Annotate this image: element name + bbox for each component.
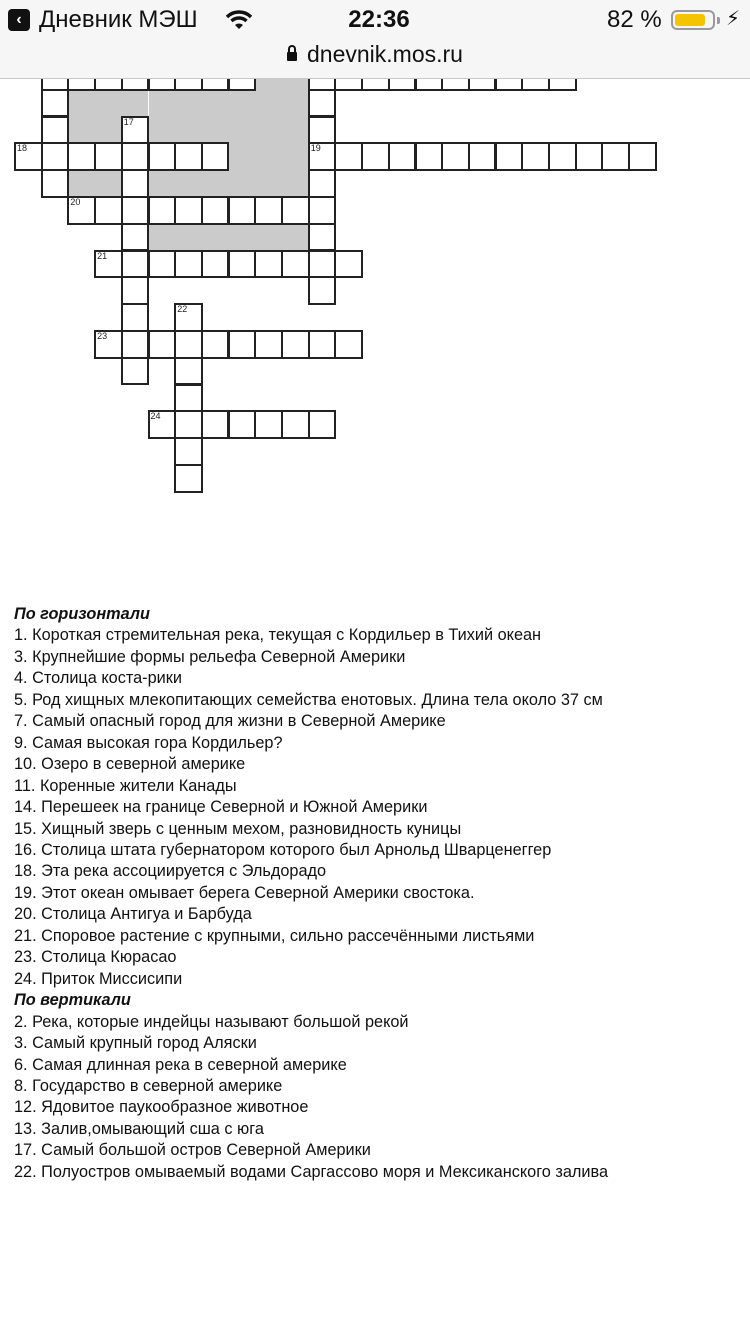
crossword-cell[interactable] xyxy=(148,142,177,171)
shaded-area xyxy=(229,224,256,251)
shaded-area xyxy=(95,90,122,117)
address-bar[interactable] xyxy=(0,41,750,68)
crossword-cell[interactable] xyxy=(41,89,70,118)
crossword-cell[interactable] xyxy=(174,196,203,225)
across-clues xyxy=(14,625,608,990)
crossword-cell[interactable] xyxy=(254,410,283,439)
crossword-cell[interactable] xyxy=(281,250,310,279)
crossword-cell[interactable] xyxy=(281,330,310,359)
shaded-area xyxy=(175,170,202,197)
shaded-area xyxy=(229,90,256,117)
shaded-area xyxy=(68,170,95,197)
clue-item: 5. Род хищных млекопитающих семейства енотовых. Длина тела около 37 см xyxy=(14,690,603,709)
shaded-area xyxy=(149,90,176,117)
clue-item: 3. Самый крупный город Аляски xyxy=(14,1034,257,1053)
crossword-cell[interactable] xyxy=(308,250,337,279)
crossword-cell[interactable] xyxy=(148,196,177,225)
crossword-cell[interactable] xyxy=(308,330,337,359)
clue-number: 23 xyxy=(97,331,108,341)
clues-list xyxy=(14,604,608,1183)
clock: 22:36 xyxy=(348,6,410,33)
crossword-cell[interactable] xyxy=(94,330,123,359)
clue-number: 21 xyxy=(97,250,108,261)
battery-tip xyxy=(717,17,720,24)
shaded-area xyxy=(149,117,176,144)
clue-item: 2. Река, которые индейцы называют большой рекой xyxy=(14,1012,409,1031)
crossword-cell[interactable] xyxy=(174,250,203,279)
crossword-cell[interactable] xyxy=(308,410,337,439)
shaded-area xyxy=(282,117,309,144)
crossword-cell[interactable] xyxy=(548,142,577,171)
shaded-area xyxy=(255,224,282,251)
battery-fill xyxy=(675,14,705,26)
clue-number: 17 xyxy=(123,116,134,127)
crossword-cell[interactable] xyxy=(281,196,310,225)
clue-number: 20 xyxy=(70,197,81,207)
clue-item: 3. Крупнейшие формы рельефа Северной Америки xyxy=(14,647,406,666)
shaded-area xyxy=(149,224,176,251)
crossword-cell[interactable] xyxy=(254,330,283,359)
crossword-cell[interactable] xyxy=(121,223,150,252)
url-text: dnevnik.mos.ru xyxy=(307,41,463,67)
crossword-cell[interactable] xyxy=(174,437,203,466)
clue-item: 21. Споровое растение с крупными, сильно рассечёнными листьями xyxy=(14,926,535,945)
shaded-area xyxy=(202,90,229,117)
crossword-cell[interactable] xyxy=(441,142,470,171)
clue-number: 22 xyxy=(177,304,188,315)
clue-item: 22. Полуостров омываемый водами Саргассово моря и Мексиканского залива xyxy=(14,1162,608,1181)
shaded-area xyxy=(229,117,256,144)
crossword-cell[interactable] xyxy=(388,142,417,171)
crossword-cell[interactable] xyxy=(308,223,337,252)
lock-icon xyxy=(287,52,297,61)
crossword-cell[interactable] xyxy=(41,169,70,198)
clue-item: 4. Столица коста-рики xyxy=(14,669,182,688)
shaded-area xyxy=(255,170,282,197)
clue-item: 24. Приток Миссисипи xyxy=(14,969,183,988)
shaded-area xyxy=(255,90,282,117)
crossword-cell[interactable] xyxy=(121,169,150,198)
crossword-cell[interactable] xyxy=(334,330,363,359)
clue-item: 9. Самая высокая гора Кордильер? xyxy=(14,733,283,752)
clue-item: 6. Самая длинная река в северной америке xyxy=(14,1055,347,1074)
crossword-cell[interactable] xyxy=(308,89,337,118)
crossword-cell[interactable] xyxy=(628,142,657,171)
crossword-cell[interactable] xyxy=(308,169,337,198)
crossword-cell[interactable] xyxy=(308,276,337,305)
crossword-cell[interactable] xyxy=(521,142,550,171)
crossword-cell[interactable] xyxy=(201,410,230,439)
clue-number: 19 xyxy=(310,143,321,154)
shaded-area xyxy=(202,170,229,197)
crossword-cell[interactable] xyxy=(41,142,70,171)
crossword-cell[interactable] xyxy=(14,142,43,171)
clue-number: 18 xyxy=(17,143,28,154)
clue-item: 13. Залив,омывающий сша с юга xyxy=(14,1119,264,1138)
clue-item: 11. Коренные жители Канады xyxy=(14,776,237,795)
crossword-cell[interactable] xyxy=(174,357,203,386)
crossword-cell[interactable] xyxy=(67,142,96,171)
shaded-area xyxy=(282,170,309,197)
shaded-area xyxy=(255,117,282,144)
crossword-cell[interactable] xyxy=(201,250,230,279)
crossword-cell[interactable] xyxy=(601,142,630,171)
clue-number: 24 xyxy=(150,411,161,422)
crossword-cell[interactable] xyxy=(121,250,150,279)
crossword-cell[interactable] xyxy=(281,410,310,439)
shaded-area xyxy=(202,224,229,251)
crossword-cell[interactable] xyxy=(121,330,150,359)
down-clues xyxy=(14,1012,608,1184)
shaded-area xyxy=(282,224,309,251)
shaded-area xyxy=(149,170,176,197)
clue-item: 8. Государство в северной америке xyxy=(14,1076,283,1095)
clue-item: 1. Короткая стремительная река, текущая с Кордильер в Тихий океан xyxy=(14,626,542,645)
back-to-app-icon[interactable]: ‹ xyxy=(8,9,30,31)
clue-item: 7. Самый опасный город для жизни в Северной Америке xyxy=(14,712,446,731)
clue-item: 15. Хищный зверь с ценным мехом, разновидность куницы xyxy=(14,819,462,838)
crossword-cell[interactable] xyxy=(174,410,203,439)
crossword-cell[interactable] xyxy=(308,142,337,171)
shaded-area xyxy=(175,224,202,251)
crossword-cell[interactable] xyxy=(201,142,230,171)
crossword-cell[interactable] xyxy=(67,196,96,225)
shaded-area xyxy=(282,143,309,170)
shaded-area xyxy=(282,90,309,117)
crossword-cell[interactable] xyxy=(94,250,123,279)
status-bar xyxy=(0,0,750,79)
clue-item: 14. Перешеек на границе Северной и Южной Америки xyxy=(14,798,428,817)
shaded-area xyxy=(175,117,202,144)
crossword-cell[interactable] xyxy=(254,250,283,279)
crossword-cell[interactable] xyxy=(308,196,337,225)
battery-icon xyxy=(671,10,715,30)
crossword-cell[interactable] xyxy=(201,196,230,225)
shaded-area xyxy=(229,170,256,197)
shaded-area xyxy=(122,90,149,117)
clue-item: 23. Столица Кюрасао xyxy=(14,948,177,967)
crossword-cell[interactable] xyxy=(148,410,177,439)
charging-icon: ⚡︎ xyxy=(726,8,741,30)
shaded-area xyxy=(68,90,95,117)
crossword-cell[interactable] xyxy=(121,142,150,171)
crossword-cell[interactable] xyxy=(334,142,363,171)
crossword-cell[interactable] xyxy=(121,276,150,305)
crossword-cell[interactable] xyxy=(174,330,203,359)
crossword-cell[interactable] xyxy=(361,142,390,171)
crossword-cell[interactable] xyxy=(228,330,257,359)
shaded-area xyxy=(175,90,202,117)
crossword-cell[interactable] xyxy=(334,250,363,279)
crossword-cell[interactable] xyxy=(148,250,177,279)
battery-percent: 82 % xyxy=(607,6,662,33)
crossword-cell[interactable] xyxy=(148,330,177,359)
crossword-cell[interactable] xyxy=(228,250,257,279)
crossword-cell[interactable] xyxy=(121,116,150,145)
shaded-area xyxy=(229,143,256,170)
back-app-label[interactable]: Дневник МЭШ xyxy=(39,6,198,33)
crossword-cell[interactable] xyxy=(228,410,257,439)
shaded-area xyxy=(95,117,122,144)
crossword-cell[interactable] xyxy=(201,330,230,359)
clue-item: 18. Эта река ассоциируется с Эльдорадо xyxy=(14,862,327,881)
clue-item: 12. Ядовитое паукообразное животное xyxy=(14,1098,309,1117)
across-heading: По горизонтали xyxy=(14,605,150,623)
crossword-cell[interactable] xyxy=(121,357,150,386)
clue-item: 10. Озеро в северной америке xyxy=(14,755,246,774)
crossword-cell[interactable] xyxy=(254,196,283,225)
crossword-cell[interactable] xyxy=(121,303,150,332)
crossword-cell[interactable] xyxy=(228,196,257,225)
crossword-cell[interactable] xyxy=(468,142,497,171)
clue-item: 20. Столица Антигуа и Барбуда xyxy=(14,905,252,924)
crossword-cell[interactable] xyxy=(174,464,203,493)
crossword-cell[interactable] xyxy=(174,303,203,332)
clue-item: 17. Самый большой остров Северной Америки xyxy=(14,1141,371,1160)
shaded-area xyxy=(202,117,229,144)
shaded-area xyxy=(95,170,122,197)
clue-item: 19. Этот океан омывает берега Северной Америки свостока. xyxy=(14,883,475,902)
crossword-cell[interactable] xyxy=(41,116,70,145)
crossword-cell[interactable] xyxy=(495,142,524,171)
crossword-cell[interactable] xyxy=(415,142,444,171)
down-heading: По вертикали xyxy=(14,991,131,1010)
shaded-area xyxy=(68,117,95,144)
crossword-cell[interactable] xyxy=(575,142,604,171)
crossword-cell[interactable] xyxy=(94,196,123,225)
crossword-cell[interactable] xyxy=(94,142,123,171)
crossword-cell[interactable] xyxy=(174,384,203,413)
crossword-cell[interactable] xyxy=(121,196,150,225)
clue-item: 16. Столица штата губернатором которого был Арнольд Шварценеггер xyxy=(14,840,552,859)
shaded-area xyxy=(255,143,282,170)
crossword-cell[interactable] xyxy=(308,116,337,145)
crossword-cell[interactable] xyxy=(174,142,203,171)
